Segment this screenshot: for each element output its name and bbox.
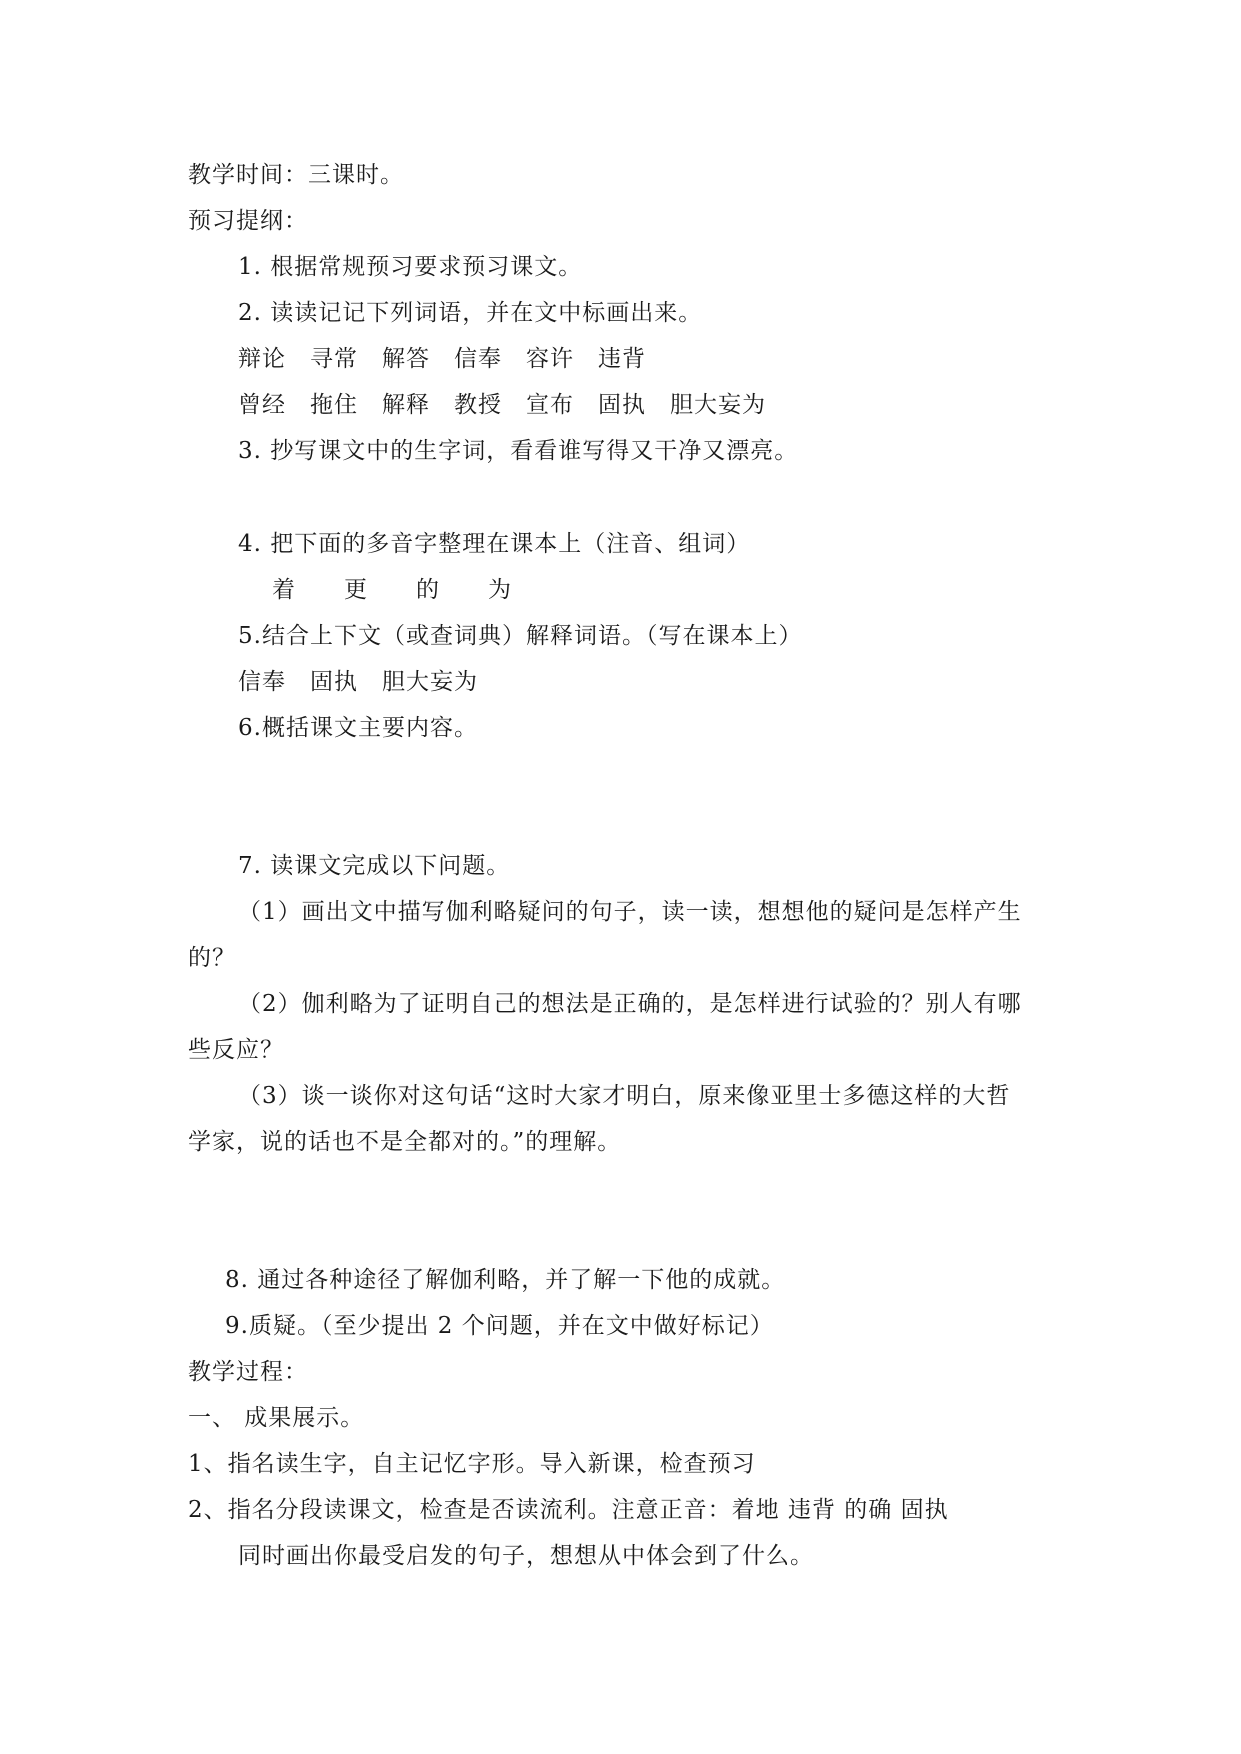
- word: 容许: [526, 346, 574, 372]
- question-3-line-1: （3）谈一谈你对这句话“这时大家才明白，原来像亚里士多德这样的大哲: [238, 1083, 1011, 1109]
- preview-item-9: 9.质疑。（至少提出 2 个问题，并在文中做好标记）: [225, 1313, 774, 1339]
- word: 辩论: [238, 346, 286, 372]
- word: 固执: [598, 392, 646, 418]
- word: 解答: [382, 346, 430, 372]
- polyphone: 着: [272, 577, 296, 603]
- question-3-line-2: 学家，说的话也不是全都对的。”的理解。: [188, 1129, 622, 1155]
- item5-word-list: [238, 667, 502, 697]
- preview-item-4: 4. 把下面的多音字整理在课本上（注音、组词）: [238, 531, 751, 557]
- word: 胆大妄为: [382, 669, 478, 695]
- word-list-row-1: [238, 344, 670, 374]
- word: 宣布: [526, 392, 574, 418]
- polyphone: 为: [488, 577, 512, 603]
- word: 胆大妄为: [670, 392, 766, 418]
- preview-item-8: 8. 通过各种途径了解伽利略，并了解一下他的成就。: [225, 1267, 786, 1293]
- preview-item-7: 7. 读课文完成以下问题。: [238, 853, 511, 879]
- word: 拖住: [310, 392, 358, 418]
- process-step-1: 1、指名读生字，自主记忆字形。导入新课，检查预习: [188, 1451, 756, 1477]
- process-title: 教学过程：: [188, 1359, 308, 1385]
- process-step-2-continued: 同时画出你最受启发的句子，想想从中体会到了什么。: [238, 1543, 814, 1569]
- process-section-1: 一、 成果展示。: [188, 1405, 365, 1431]
- question-1-line-2: 的？: [188, 945, 236, 971]
- word: 曾经: [238, 392, 286, 418]
- polyphone-list: [272, 575, 560, 605]
- word: 信奉: [238, 669, 286, 695]
- word: 教授: [454, 392, 502, 418]
- polyphone: 更: [344, 577, 368, 603]
- question-2-line-2: 些反应？: [188, 1037, 284, 1063]
- preview-item-2: 2. 读读记记下列词语，并在文中标画出来。: [238, 300, 703, 326]
- word: 违背: [598, 346, 646, 372]
- question-1-line-1: （1）画出文中描写伽利略疑问的句子，读一读，想想他的疑问是怎样产生: [238, 899, 1022, 925]
- question-2-line-1: （2）伽利略为了证明自己的想法是正确的，是怎样进行试验的？别人有哪: [238, 991, 1022, 1017]
- preview-item-6: 6.概括课文主要内容。: [238, 715, 478, 741]
- preview-item-1: 1. 根据常规预习要求预习课文。: [238, 254, 583, 280]
- word: 解释: [382, 392, 430, 418]
- word: 寻常: [310, 346, 358, 372]
- word-list-row-2: [238, 390, 790, 420]
- preview-title: 预习提纲：: [188, 208, 308, 234]
- word: 信奉: [454, 346, 502, 372]
- preview-item-5: 5.结合上下文（或查词典）解释词语。（写在课本上）: [238, 623, 803, 649]
- preview-item-3: 3. 抄写课文中的生字词，看看谁写得又干净又漂亮。: [238, 438, 799, 464]
- word: 固执: [310, 669, 358, 695]
- polyphone: 的: [416, 577, 440, 603]
- process-step-2: 2、指名分段读课文，检查是否读流利。注意正音：着地 违背 的确 固执: [188, 1497, 949, 1523]
- teaching-time: 教学时间：三课时。: [188, 162, 404, 188]
